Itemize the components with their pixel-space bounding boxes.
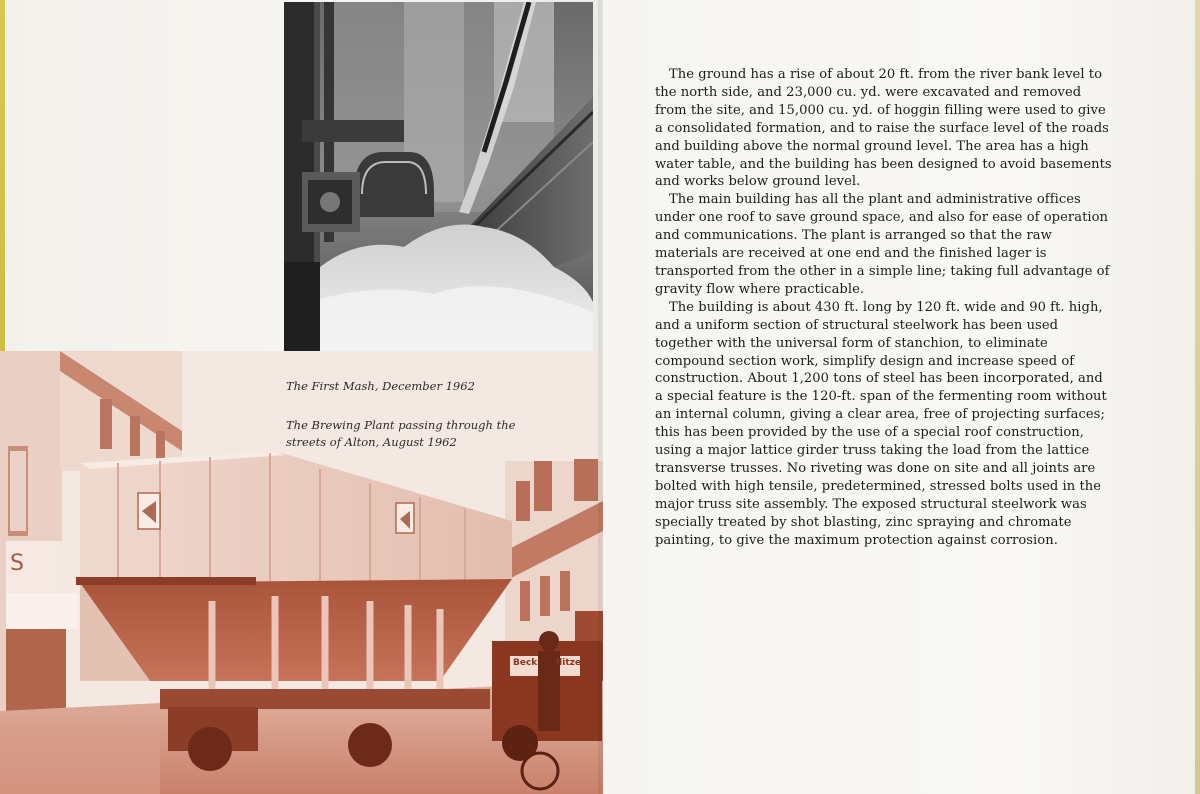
first-mash-photo <box>284 2 593 359</box>
shop-sign-letter: S <box>10 551 24 576</box>
paragraph-main-building: The main building has all the plant and administrative offices under one roof to save ground space, and also for ease of operation and communications. The plant is arranged so that the raw materials are received at one end and the finished lager is transported from the other in a simple line; taking full advantage of gravity flow where practicable. <box>655 192 1110 297</box>
paragraph-site-excavation: The ground has a rise of about 20 ft. from the river bank level to the north side, and 23,000 cu. yd. were excavated and removed from the site, and 15,000 cu. yd. of hoggin filling were used to give a consolidated formation, and to raise the surface level of the roads and building above the normal ground level. The area has a high water table, and the building has been designed to avoid basements and works below ground level. <box>655 67 1112 190</box>
right-page-edge <box>1195 0 1200 794</box>
lorry-sign-text: Beck llitzer <box>513 658 586 668</box>
first-mash-image <box>284 2 593 359</box>
first-mash-caption: The First Mash, December 1962 <box>286 379 475 393</box>
brewing-plant-caption: The Brewing Plant passing through the streets of Alton, August 1962 <box>286 418 516 449</box>
body-text-column <box>655 66 1113 549</box>
paragraph-structural-steelwork: The building is about 430 ft. long by 120 ft. wide and 90 ft. high, and a uniform section of structural steelwork has been used together with the universal form of stanchion, to eliminate compound section work, simplify design and increase speed of construction. About 1,200 tons of steel has been incorporated, and a special feature is the 120-ft. span of the fermenting room without an internal column, giving a clear area, free of projecting surfaces; this has been provided by the use of a special roof construction, using a major lattice girder truss taking the load from the lattice transverse trusses. No riveting was done on site and all joints are bolted with high tensile, predetermined, stressed bolts used in the major truss site assembly. The exposed structural steelwork was specially treated by shot blasting, zinc spraying and chromate painting, to give the maximum protection against corrosion. <box>655 299 1107 548</box>
